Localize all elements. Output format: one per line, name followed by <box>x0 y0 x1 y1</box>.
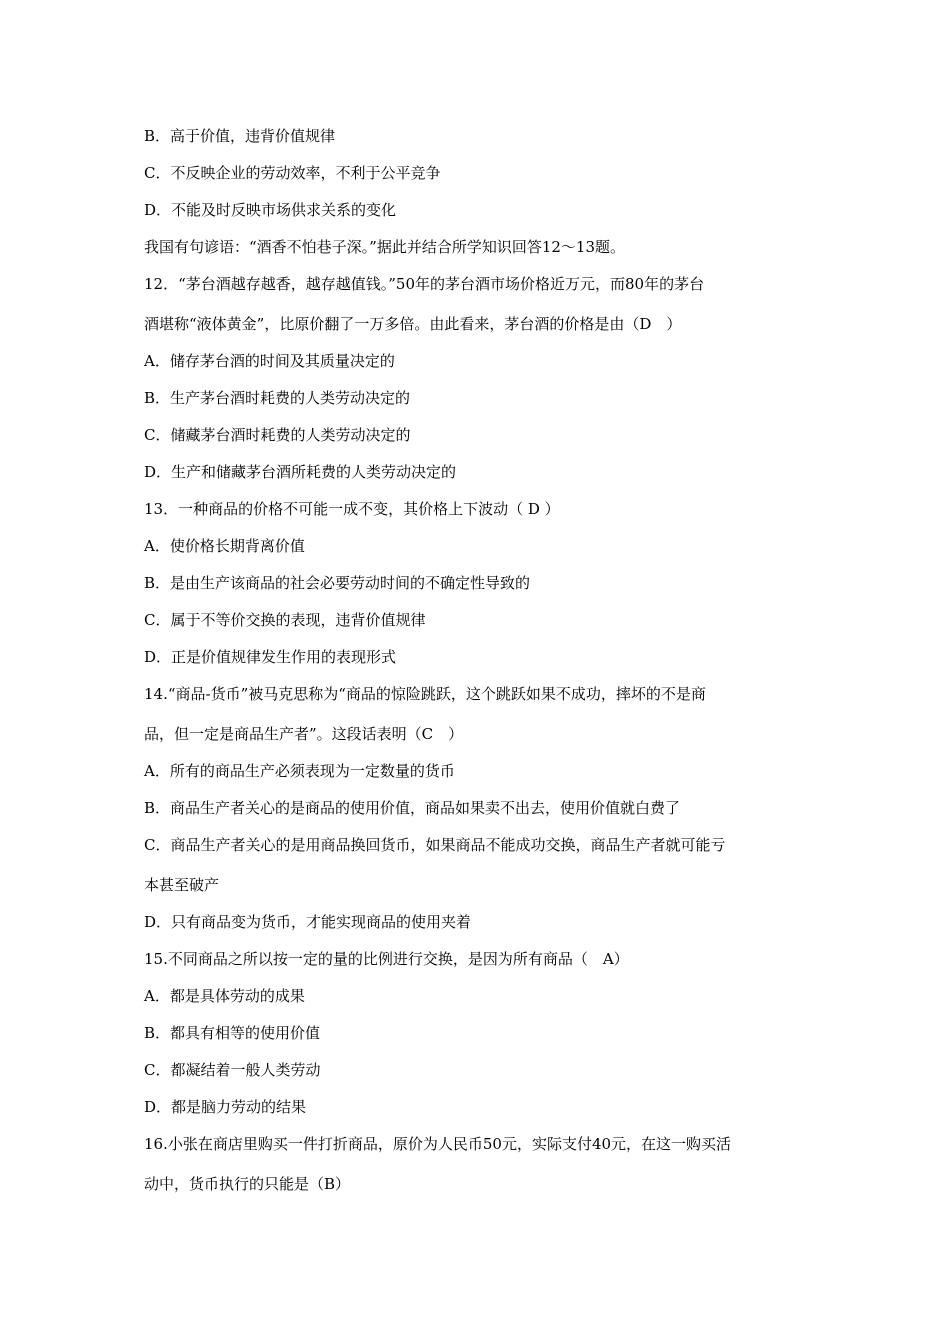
option-b-q13: B．是由生产该商品的社会必要劳动时间的不确定性导致的 <box>144 574 531 592</box>
option-d-q11: D．不能及时反映市场供求关系的变化 <box>144 201 397 219</box>
question-16-line-1: 16.小张在商店里购买一件打折商品，原价为人民币50元，实际支付40元，在这一购买活 <box>144 1135 732 1153</box>
question-14-line-1: 14.“商品-货币”被马克思称为“商品的惊险跳跃，这个跳跃如果不成功，摔坏的不是商 <box>144 685 706 703</box>
question-15: 15.不同商品之所以按一定的量的比例进行交换，是因为所有商品（ A） <box>144 950 629 968</box>
option-b-q11: B．高于价值，违背价值规律 <box>144 127 336 145</box>
option-d-q14: D．只有商品变为货币，才能实现商品的使用夹着 <box>144 913 472 931</box>
question-14-line-2: 品，但一定是商品生产者”。这段话表明（C ） <box>144 725 464 743</box>
question-12-line-1: 12．“茅台酒越存越香，越存越值钱。”50年的茅台酒市场价格近万元，而80年的茅台 <box>144 275 705 293</box>
proverb-intro: 我国有句谚语：“酒香不怕巷子深。”据此并结合所学知识回答12～13题。 <box>144 238 626 256</box>
option-a-q15: A．都是具体劳动的成果 <box>144 987 305 1005</box>
option-c-q15: C．都凝结着一般人类劳动 <box>144 1061 321 1079</box>
option-b-q14: B．商品生产者关心的是商品的使用价值，商品如果卖不出去，使用价值就白费了 <box>144 799 681 817</box>
option-d-q13: D．正是价值规律发生作用的表现形式 <box>144 648 397 666</box>
option-c-q13: C．属于不等价交换的表现，违背价值规律 <box>144 611 426 629</box>
option-b-q15: B．都具有相等的使用价值 <box>144 1024 321 1042</box>
option-d-q15: D．都是脑力劳动的结果 <box>144 1098 307 1116</box>
option-d-q12: D．生产和储藏茅台酒所耗费的人类劳动决定的 <box>144 463 457 481</box>
option-b-q12: B．生产茅台酒时耗费的人类劳动决定的 <box>144 389 411 407</box>
option-a-q14: A．所有的商品生产必须表现为一定数量的货币 <box>144 762 455 780</box>
option-a-q12: A．储存茅台酒的时间及其质量决定的 <box>144 352 395 370</box>
option-c-q14-line-1: C．商品生产者关心的是用商品换回货币，如果商品不能成功交换，商品生产者就可能亏 <box>144 836 726 854</box>
question-13: 13．一种商品的价格不可能一成不变，其价格上下波动（ D ） <box>144 500 560 518</box>
question-16-line-2: 动中，货币执行的只能是（B） <box>144 1175 351 1193</box>
option-c-q12: C．储藏茅台酒时耗费的人类劳动决定的 <box>144 426 411 444</box>
option-c-q14-line-2: 本甚至破产 <box>144 876 220 894</box>
question-12-line-2: 酒堪称“液体黄金”，比原价翻了一万多倍。由此看来，茅台酒的价格是由（D ） <box>144 315 682 333</box>
option-c-q11: C．不反映企业的劳动效率，不利于公平竞争 <box>144 164 441 182</box>
option-a-q13: A．使价格长期背离价值 <box>144 537 305 555</box>
